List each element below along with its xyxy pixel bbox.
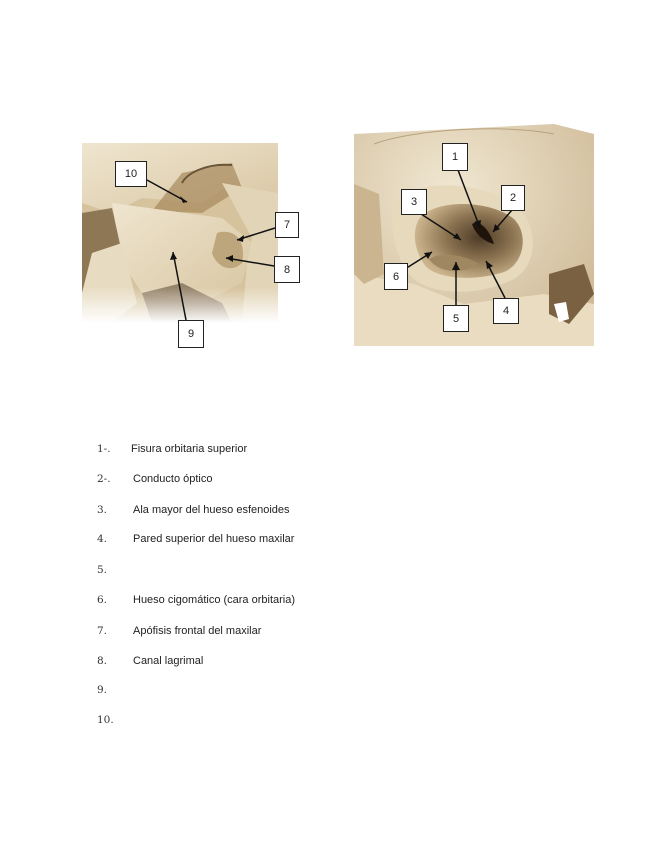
callout-label: 10 (124, 168, 138, 180)
legend-text: Canal lagrimal (133, 655, 204, 667)
callout-arrow-3 (418, 212, 461, 240)
legend-text: Apófisis frontal del maxilar (133, 625, 262, 637)
callout-box-9 (178, 320, 204, 348)
legend-number: 2-. (97, 473, 111, 485)
legend-number: 1-. (97, 443, 111, 455)
callout-label: 1 (451, 151, 459, 163)
callout-label: 5 (452, 312, 460, 325)
callout-box-10 (115, 161, 147, 187)
legend-number: 9. (97, 684, 108, 696)
callout-label: 6 (392, 270, 400, 283)
callout-box-8 (274, 256, 300, 283)
callout-box-3 (401, 189, 427, 215)
callout-box-7 (275, 212, 299, 238)
legend-number: 7. (97, 625, 108, 637)
legend-number: 5. (97, 564, 108, 576)
callout-arrow-1 (458, 170, 480, 228)
callout-box-2 (501, 185, 525, 211)
legend-text: Hueso cigomático (cara orbitaria) (133, 594, 296, 606)
legend-text: Pared superior del hueso maxilar (133, 533, 295, 545)
legend-text: Ala mayor del hueso esfenoides (133, 504, 290, 516)
callout-label: 8 (283, 263, 291, 276)
callout-box-5 (443, 305, 469, 332)
callout-box-4 (493, 298, 519, 324)
legend-number: 3. (97, 504, 108, 516)
legend-number: 8. (97, 655, 108, 667)
legend-text: Conducto óptico (133, 473, 213, 485)
legend-number: 4. (97, 533, 108, 545)
legend-number: 6. (97, 594, 108, 606)
legend-text: Fisura orbitaria superior (131, 443, 248, 455)
callout-box-1 (442, 143, 468, 171)
callout-label: 9 (187, 328, 195, 340)
legend-number: 10. (97, 714, 114, 726)
callout-label: 7 (283, 219, 291, 231)
callout-label: 4 (502, 305, 510, 317)
callout-box-6 (384, 263, 408, 290)
callout-label: 3 (410, 196, 418, 208)
callout-label: 2 (509, 192, 517, 204)
